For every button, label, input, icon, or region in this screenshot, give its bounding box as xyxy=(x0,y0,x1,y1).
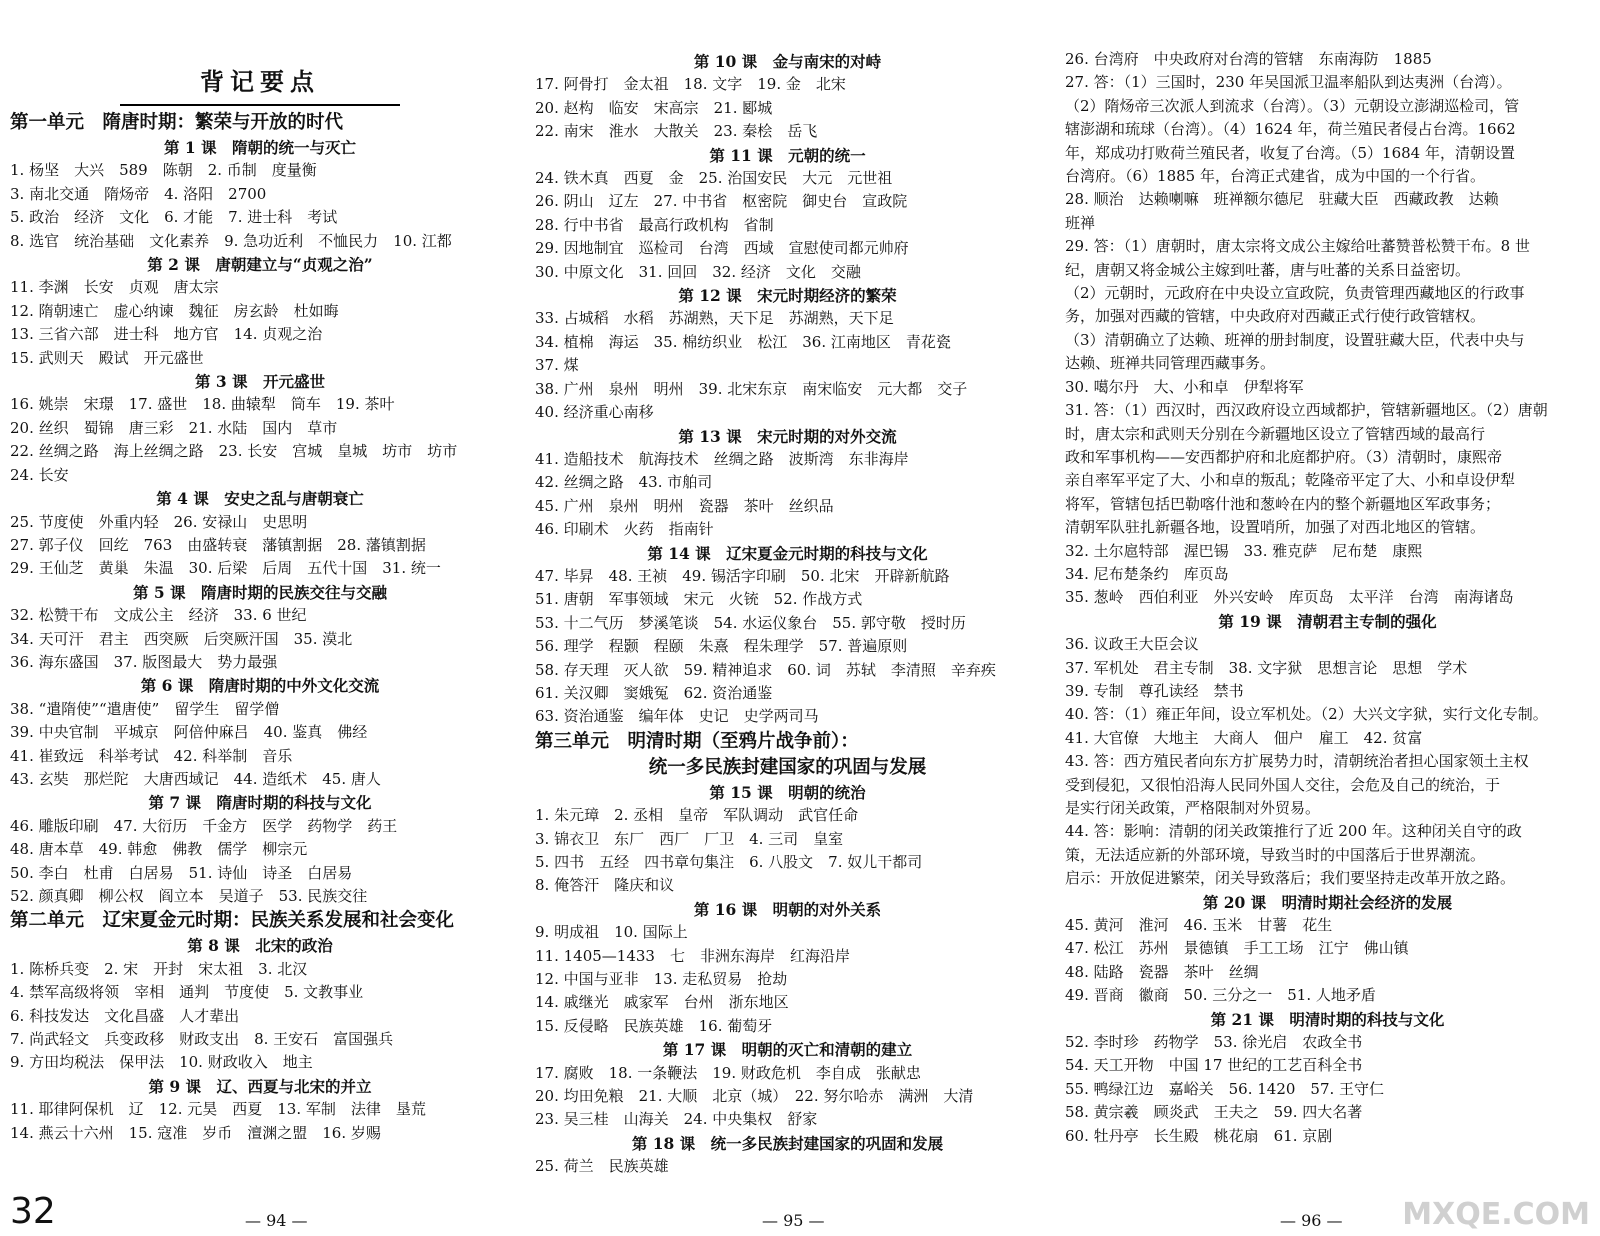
answer-line: 37. 军机处 君主专制 38. 文字狱 思想言论 思想 学术 xyxy=(1065,658,1468,677)
answer-line: 20. 赵构 临安 宋高宗 21. 郾城 xyxy=(535,98,773,117)
lesson-heading: 第 4 课 安史之乱与唐朝衰亡 xyxy=(156,489,364,509)
answer-line: 63. 资治通鉴 编年体 史记 史学两司马 xyxy=(535,707,819,726)
page-number-95: — 95 — xyxy=(762,1211,825,1230)
answer-line: 32. 松赞干布 文成公主 经济 33. 6 世纪 xyxy=(10,606,307,625)
answer-line: 28. 行中书省 最高行政机构 省制 xyxy=(535,215,774,234)
answer-line: 辖澎湖和琉球（台湾）。（4）1624 年，荷兰殖民者侵占台湾。1662 xyxy=(1065,120,1516,139)
lesson-heading: 第 17 课 明朝的灭亡和清朝的建立 xyxy=(662,1040,913,1060)
answer-line: 22. 丝绸之路 海上丝绸之路 23. 长安 宫城 皇城 坊市 坊市 xyxy=(10,442,458,461)
answer-line: 28. 顺治 达赖喇嘛 班禅额尔德尼 驻藏大臣 西藏政教 达赖 xyxy=(1065,190,1499,209)
answer-line: 40. 经济重心南移 xyxy=(535,403,654,422)
answer-line: 29. 因地制宜 巡检司 台湾 西域 宣慰使司都元帅府 xyxy=(535,239,909,258)
answer-line: 45. 黄河 淮河 46. 玉米 甘薯 花生 xyxy=(1065,916,1333,935)
column-left-body xyxy=(10,110,510,1145)
answer-line: 25. 荷兰 民族英雄 xyxy=(535,1157,669,1176)
answer-line: 31. 答：（1）西汉时，西汉政府设立西域都护，管辖新疆地区。（2）唐朝 xyxy=(1065,401,1548,420)
answer-line: （2）隋炀帝三次派人到流求（台湾）。（3）元朝设立澎湖巡检司，管 xyxy=(1065,96,1520,115)
answer-line: 20. 均田免粮 21. 大顺 北京（城） 22. 努尔哈赤 满洲 大清 xyxy=(535,1087,974,1106)
answer-line: 9. 方田均税法 保甲法 10. 财政收入 地主 xyxy=(10,1053,313,1072)
answer-line: 1. 朱元璋 2. 丞相 皇帝 军队调动 武官任命 xyxy=(535,806,859,825)
answer-line: 5. 政治 经济 文化 6. 才能 7. 进士科 考试 xyxy=(10,208,338,227)
answer-line: 6. 科技发达 文化昌盛 人才辈出 xyxy=(10,1006,240,1025)
answer-line: 将军，管辖包括巴勒喀什池和葱岭在内的整个新疆地区军政事务； xyxy=(1065,494,1501,513)
lesson-heading: 第 7 课 隋唐时期的科技与文化 xyxy=(148,793,372,813)
answer-line: 29. 王仙芝 黄巢 朱温 30. 后梁 后周 五代十国 31. 统一 xyxy=(10,559,441,578)
answer-line: 13. 三省六部 进士科 地方官 14. 贞观之治 xyxy=(10,325,323,344)
answer-line: 17. 阿骨打 金太祖 18. 文字 19. 金 北宋 xyxy=(535,75,846,94)
watermark: MXQE.COM xyxy=(1402,1197,1590,1232)
answer-line: 49. 晋商 徽商 50. 三分之一 51. 人地矛盾 xyxy=(1065,986,1376,1005)
answer-line: 58. 存天理 灭人欲 59. 精神追求 60. 词 苏轼 李清照 辛弃疾 xyxy=(535,660,996,679)
answer-line: 11. 李渊 长安 贞观 唐太宗 xyxy=(10,278,219,297)
column-left xyxy=(10,60,510,1145)
lesson-heading: 第 21 课 明清时期的科技与文化 xyxy=(1210,1009,1445,1029)
answer-line: 46. 印刷术 火药 指南针 xyxy=(535,520,714,539)
answer-line: 46. 雕版印刷 47. 大衍历 千金方 医学 药物学 药王 xyxy=(10,816,398,835)
lesson-heading: 第 20 课 明清时期社会经济的发展 xyxy=(1202,892,1453,912)
answer-line: 26. 台湾府 中央政府对台湾的管辖 东南海防 1885 xyxy=(1065,50,1432,68)
answer-line: 15. 反侵略 民族英雄 16. 葡萄牙 xyxy=(535,1016,773,1035)
answer-line: 32. 土尔扈特部 渥巴锡 33. 雅克萨 尼布楚 康熙 xyxy=(1065,541,1423,560)
answer-line: 4. 禁军高级将领 宰相 通判 节度使 5. 文教事业 xyxy=(10,983,364,1002)
answer-line: 策，无法适应新的外部环境，导致当时的中国落后于世界潮流。 xyxy=(1065,845,1486,864)
lesson-heading: 第 10 课 金与南宋的对峙 xyxy=(693,52,882,71)
answer-line: 11. 耶律阿保机 辽 12. 元昊 西夏 13. 军制 法律 垦荒 xyxy=(10,1100,426,1119)
answer-line: 纪，唐朝又将金城公主嫁到吐蕃，唐与吐蕃的关系日益密切。 xyxy=(1065,260,1471,279)
answer-line: 1. 杨坚 大兴 589 陈朝 2. 币制 度量衡 xyxy=(10,161,317,180)
answer-line: 25. 节度使 外重内轻 26. 安禄山 史思明 xyxy=(10,512,308,531)
answer-line: 务，加强对西藏的管辖，中央政府对西藏正式行使行政管辖权。 xyxy=(1065,307,1486,326)
answer-line: 年，郑成功打败荷兰殖民者，收复了台湾。（5）1684 年，清朝设置 xyxy=(1065,143,1515,162)
answer-line: 班禅 xyxy=(1065,213,1096,232)
lesson-heading: 第 6 课 隋唐时期的中外文化交流 xyxy=(140,676,380,696)
answer-line: 35. 葱岭 西伯利亚 外兴安岭 库页岛 太平洋 台湾 南海诸岛 xyxy=(1065,588,1514,607)
answer-line: 44. 答：影响：清朝的闭关政策推行了近 200 年。这种闭关自守的政 xyxy=(1065,822,1522,841)
unit-heading: 第一单元 隋唐时期：繁荣与开放的时代 xyxy=(10,112,344,133)
answer-line: 36. 海东盛国 37. 版图最大 势力最强 xyxy=(10,652,278,671)
answer-line: 8. 选官 统治基础 文化素养 9. 急功近利 不恤民力 10. 江都 xyxy=(10,231,452,250)
answer-line: 33. 占城稻 水稻 苏湖熟，天下足 苏湖熟，天下足 xyxy=(535,309,894,328)
answer-line: 14. 戚继光 戚家军 台州 浙东地区 xyxy=(535,993,789,1012)
answer-line: 29. 答：（1）唐朝时，唐太宗将文成公主嫁给吐蕃赞普松赞干布。8 世 xyxy=(1065,237,1530,256)
lesson-heading: 第 14 课 辽宋夏金元时期的科技与文化 xyxy=(647,543,928,563)
answer-line: 38. 广州 泉州 明州 39. 北宋东京 南宋临安 元大都 交子 xyxy=(535,379,968,398)
lesson-heading: 第 16 课 明朝的对外关系 xyxy=(693,899,882,919)
answer-line: 41. 造船技术 航海技术 丝绸之路 波斯湾 东非海岸 xyxy=(535,449,909,468)
answer-line: 41. 崔致远 科举考试 42. 科举制 音乐 xyxy=(10,746,293,765)
lesson-heading: 第 18 课 统一多民族封建国家的巩固和发展 xyxy=(631,1133,944,1153)
answer-line: 5. 四书 五经 四书章句集注 6. 八股文 7. 奴儿干都司 xyxy=(535,853,923,871)
answer-line: 38. “遣隋使”“遣唐使” 留学生 留学僧 xyxy=(10,699,280,718)
lesson-heading: 第 15 课 明朝的统治 xyxy=(709,782,866,802)
answer-line: 11. 1405—1433 七 非洲东海岸 红海沿岸 xyxy=(535,946,850,965)
answer-line: 清朝军队驻扎新疆各地，设置哨所，加强了对西北地区的管辖。 xyxy=(1065,518,1486,537)
answer-line: 30. 中原文化 31. 回回 32. 经济 文化 交融 xyxy=(535,262,861,281)
answer-line: 12. 中国与亚非 13. 走私贸易 抢劫 xyxy=(535,970,788,989)
answer-line: 8. 俺答汗 隆庆和议 xyxy=(535,876,675,895)
lesson-heading: 第 13 课 宋元时期的对外交流 xyxy=(678,426,897,446)
answer-line: 50. 李白 杜甫 白居易 51. 诗仙 诗圣 白居易 xyxy=(10,863,353,882)
answer-line: 启示：开放促进繁荣，闭关导致落后；我们要坚持走改革开放之路。 xyxy=(1065,869,1516,888)
answer-line: 55. 鸭绿江边 嘉峪关 56. 1420 57. 王守仁 xyxy=(1065,1079,1385,1098)
answer-line: 54. 天工开物 中国 17 世纪的工艺百科全书 xyxy=(1065,1056,1363,1075)
lesson-heading: 第 5 课 隋唐时期的民族交往与交融 xyxy=(132,582,388,602)
answer-line: 51. 唐朝 军事领域 宋元 火铳 52. 作战方式 xyxy=(535,590,863,609)
answer-line: 37. 煤 xyxy=(535,356,579,375)
page-number-94: — 94 — xyxy=(245,1211,308,1230)
answer-line: 43. 答：西方殖民者向东方扩展势力时，清朝统治者担心国家领土主权 xyxy=(1065,752,1529,771)
answer-line: 7. 尚武轻文 兵变政移 财政支出 8. 王安石 富国强兵 xyxy=(10,1030,394,1049)
answer-line: 52. 李时珍 药物学 53. 徐光启 农政全书 xyxy=(1065,1033,1363,1052)
answer-line: 20. 丝织 蜀锦 唐三彩 21. 水陆 国内 草市 xyxy=(10,418,338,437)
answer-line: 政和军事机构——安西都护府和北庭都护府。（3）清朝时，康熙帝 xyxy=(1065,447,1503,466)
lesson-heading: 第 3 课 开元盛世 xyxy=(194,372,326,392)
answer-line: 24. 铁木真 西夏 金 25. 治国安民 大元 元世祖 xyxy=(535,169,893,188)
lesson-heading: 第 8 课 北宋的政治 xyxy=(187,936,333,956)
answer-line: 是实行闭关政策，严格限制对外贸易。 xyxy=(1065,799,1321,817)
answer-line: 14. 燕云十六州 15. 寇准 岁币 澶渊之盟 16. 岁赐 xyxy=(10,1123,381,1142)
answer-line: （2）元朝时，元政府在中央设立宣政院，负责管理西藏地区的行政事 xyxy=(1065,284,1525,303)
answer-line: 16. 姚崇 宋璟 17. 盛世 18. 曲辕犁 筒车 19. 茶叶 xyxy=(10,395,395,414)
answer-line: 30. 噶尔丹 大、小和卓 伊犁将军 xyxy=(1065,377,1304,396)
answer-line: 40. 答：（1）雍正年间，设立军机处。（2）大兴文字狱，实行文化专制。 xyxy=(1065,705,1548,724)
answer-line: 48. 唐本草 49. 韩愈 佛教 儒学 柳宗元 xyxy=(10,840,308,859)
answer-line: 12. 隋朝速亡 虚心纳谏 魏征 房玄龄 杜如晦 xyxy=(10,301,339,320)
answer-line: 26. 阴山 辽左 27. 中书省 枢密院 御史台 宣政院 xyxy=(535,192,908,211)
answer-line: 45. 广州 泉州 明州 瓷器 茶叶 丝织品 xyxy=(535,496,834,515)
answer-line: 53. 十二气历 梦溪笔谈 54. 水运仪象台 55. 郭守敬 授时历 xyxy=(535,613,966,632)
answer-line: 24. 长安 xyxy=(10,465,69,484)
answer-line: 39. 专制 尊孔读经 禁书 xyxy=(1065,681,1244,700)
answer-line: 17. 腐败 18. 一条鞭法 19. 财政危机 李自成 张献忠 xyxy=(535,1063,921,1082)
answer-line: 时，唐太宗和武则天分别在今新疆地区设立了管辖西域的最高行 xyxy=(1065,424,1486,443)
page-number-96: — 96 — xyxy=(1280,1211,1343,1230)
answer-line: 42. 丝绸之路 43. 市舶司 xyxy=(535,473,713,492)
answer-line: 3. 锦衣卫 东厂 西厂 厂卫 4. 三司 皇室 xyxy=(535,829,844,848)
answer-line: 47. 毕昇 48. 王祯 49. 锡活字印刷 50. 北宋 开辟新航路 xyxy=(535,566,950,585)
answer-line: 15. 武则天 殿试 开元盛世 xyxy=(10,348,204,367)
answer-line: 22. 南宋 淮水 大散关 23. 秦桧 岳飞 xyxy=(535,122,818,141)
answer-line: （3）清朝确立了达赖、班禅的册封制度，设置驻藏大臣，代表中央与 xyxy=(1065,330,1525,349)
answer-line: 亲自率军平定了大、小和卓的叛乱；乾隆帝平定了大、小和卓设伊犁 xyxy=(1065,471,1516,490)
corner-page-number: 32 xyxy=(10,1191,56,1232)
unit-heading: 第三单元 明清时期（至鸦片战争前）： xyxy=(535,730,859,752)
column-right xyxy=(1065,48,1590,1148)
unit-heading: 统一多民族封建国家的巩固与发展 xyxy=(648,756,927,778)
answer-line: 47. 松江 苏州 景德镇 手工工场 江宁 佛山镇 xyxy=(1065,939,1409,958)
answer-line: 56. 理学 程颢 程颐 朱熹 程朱理学 57. 普遍原则 xyxy=(535,637,908,656)
answer-line: 39. 中央官制 平城京 阿倍仲麻吕 40. 鉴真 佛经 xyxy=(10,723,368,742)
lesson-heading: 第 1 课 隋朝的统一与灭亡 xyxy=(163,138,357,157)
lesson-heading: 第 19 课 清朝君主专制的强化 xyxy=(1218,611,1437,631)
lesson-heading: 第 2 课 唐朝建立与“贞观之治” xyxy=(147,255,373,275)
answer-line: 61. 关汉卿 窦娥冤 62. 资治通鉴 xyxy=(535,683,773,702)
lesson-heading: 第 12 课 宋元时期经济的繁荣 xyxy=(678,286,897,306)
answer-line: 34. 天可汗 君主 西突厥 后突厥汗国 35. 漠北 xyxy=(10,629,353,648)
answer-line: 9. 明成祖 10. 国际上 xyxy=(535,923,688,942)
unit-heading: 第二单元 辽宋夏金元时期：民族关系发展和社会变化 xyxy=(10,910,455,932)
answer-line: 受到侵犯，又很怕沿海人民同外国人交往，会危及自己的统治，于 xyxy=(1065,775,1501,794)
answer-line: 3. 南北交通 隋炀帝 4. 洛阳 2700 xyxy=(10,184,267,203)
answer-line: 58. 黄宗羲 顾炎武 王夫之 59. 四大名著 xyxy=(1065,1103,1363,1122)
answer-line: 达赖、班禅共同管理西藏事务。 xyxy=(1065,354,1276,373)
answer-line: 27. 郭子仪 回纥 763 由盛转衰 藩镇割据 28. 藩镇割据 xyxy=(10,535,426,554)
lesson-heading: 第 11 课 元朝的统一 xyxy=(709,145,866,165)
answer-line: 41. 大官僚 大地主 大商人 佃户 雇工 42. 贫富 xyxy=(1065,728,1423,747)
column-middle xyxy=(535,50,1040,1179)
answer-line: 60. 牡丹亭 长生殿 桃花扇 61. 京剧 xyxy=(1065,1126,1333,1145)
answer-line: 1. 陈桥兵变 2. 宋 开封 宋太祖 3. 北汉 xyxy=(10,959,308,978)
answer-line: 34. 尼布楚条约 库页岛 xyxy=(1065,564,1229,583)
lesson-heading: 第 9 课 辽、西夏与北宋的并立 xyxy=(148,1076,372,1096)
answer-line: 台湾府。（6）1885 年，台湾正式建省，成为中国的一个行省。 xyxy=(1065,167,1485,186)
answer-line: 34. 植棉 海运 35. 棉纺织业 松江 36. 江南地区 青花瓷 xyxy=(535,332,951,351)
answer-line: 36. 议政王大臣会议 xyxy=(1065,635,1199,654)
answer-line: 48. 陆路 瓷器 茶叶 丝绸 xyxy=(1065,962,1259,981)
answer-line: 43. 玄奘 那烂陀 大唐西域记 44. 造纸术 45. 唐人 xyxy=(10,769,381,788)
answer-line: 27. 答：（1）三国时，230 年吴国派卫温率船队到达夷洲（台湾）。 xyxy=(1065,73,1512,92)
page-title: 背记要点 xyxy=(120,60,400,106)
answer-line: 52. 颜真卿 柳公权 阎立本 吴道子 53. 民族交往 xyxy=(10,887,368,905)
answer-line: 23. 吴三桂 山海关 24. 中央集权 舒家 xyxy=(535,1110,818,1129)
